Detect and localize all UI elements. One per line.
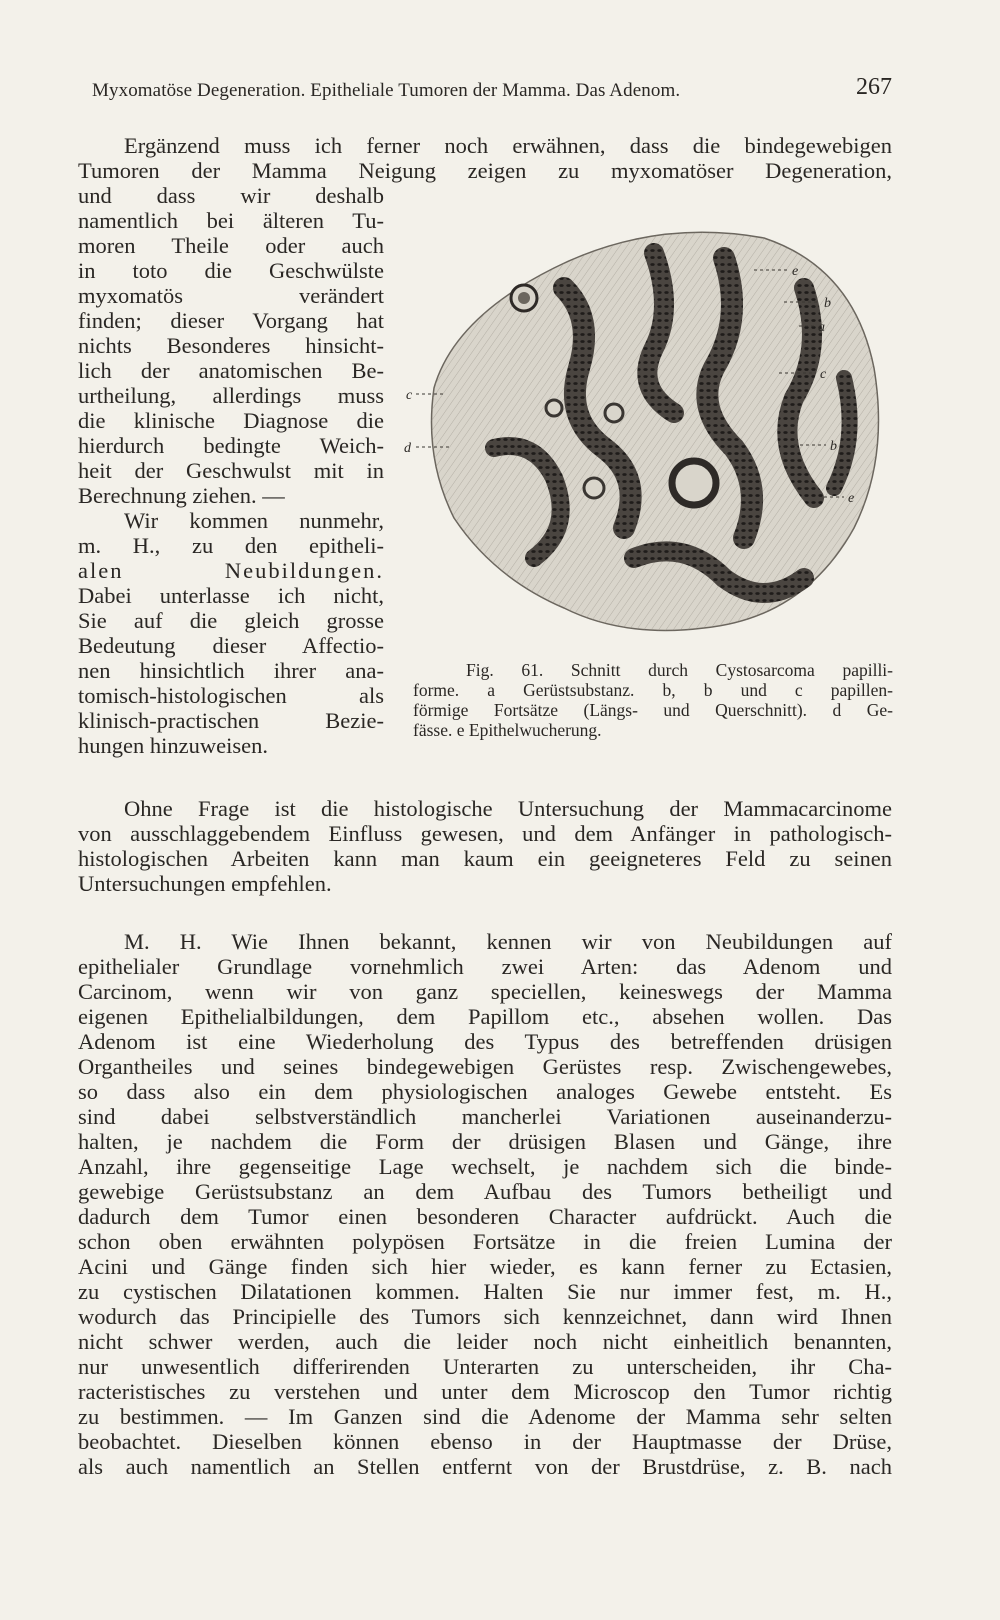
figure-caption-line: forme. a Gerüstsubstanz. b, b und c papillen- (413, 680, 893, 700)
text-line: histologischen Arbeiten kann man kaum ein geeigneteres Feld zu seinen (78, 846, 892, 871)
text-line: Ergänzend muss ich ferner noch erwähnen, dass die bindegewebigen (124, 133, 892, 158)
fig-label-c: c (820, 367, 827, 382)
text-line: lich der anatomischen Be- (78, 358, 384, 383)
text-line: Berechnung ziehen. — (78, 483, 285, 508)
text-line: die klinische Diagnose die (78, 408, 384, 433)
text-line: Sie auf die gleich grosse (78, 608, 384, 633)
figure-caption-line: förmige Fortsätze (Längs- und Querschnitt). d Ge- (413, 700, 893, 720)
text-line: nur unwesentlich differirenden Unterarten zu unterscheiden, ihr Cha- (78, 1354, 892, 1379)
text-line: myxomatös verändert (78, 283, 384, 308)
text-line: schon oben erwähnten polypösen Fortsätze in die freien Lumina der (78, 1229, 892, 1254)
text-line: Acini und Gänge finden sich hier wieder, es kann ferner zu Ectasien, (78, 1254, 892, 1279)
text-line: Ohne Frage ist die histologische Untersuchung der Mammacarcinome (124, 796, 892, 821)
text-line: dadurch dem Tumor einen besonderen Character aufdrückt. Auch die (78, 1204, 892, 1229)
text-line: Carcinom, wenn wir von ganz speciellen, keineswegs der Mamma (78, 979, 892, 1004)
fig-label-b: b (824, 296, 831, 311)
text-line: moren Theile oder auch (78, 233, 384, 258)
text-line: hungen hinzuweisen. (78, 733, 268, 758)
text-line: nichts Besonderes hinsicht- (78, 333, 384, 358)
text-line: epithelialer Grundlage vornehmlich zwei Arten: das Adenom und (78, 954, 892, 979)
text-line: Organtheiles und seines bindegewebigen Gerüstes resp. Zwischengewebes, (78, 1054, 892, 1079)
text-line: finden; dieser Vorgang hat (78, 308, 384, 333)
text-line: zu bestimmen. — Im Ganzen sind die Adenome der Mamma sehr selten (78, 1404, 892, 1429)
text-line: Bedeutung dieser Affectio- (78, 633, 384, 658)
fig-label-e: e (792, 264, 799, 279)
text-line: m. H., zu den epitheli- (78, 533, 384, 558)
text-line: Adenom ist eine Wiederholung des Typus des betreffenden drüsigen (78, 1029, 892, 1054)
running-head (92, 74, 892, 104)
text-line: heit der Geschwulst mit in (78, 458, 384, 483)
text-line: alen Neubildungen. (78, 558, 384, 583)
text-line: racteristisches zu verstehen und unter dem Microscop den Tumor richtig (78, 1379, 892, 1404)
text-line: so dass also ein dem physiologischen analoges Gewebe entsteht. Es (78, 1079, 892, 1104)
text-line: Dabei unterlasse ich nicht, (78, 583, 384, 608)
text-line: in toto die Geschwülste (78, 258, 384, 283)
text-line: urtheilung, allerdings muss (78, 383, 384, 408)
text-line: nicht schwer werden, auch die leider noch nicht einheitlich benannten, (78, 1329, 892, 1354)
text-line: als auch namentlich an Stellen entfernt von der Brustdrüse, z. B. nach (78, 1454, 892, 1479)
text-line: eigenen Epithelialbildungen, dem Papillom etc., absehen wollen. Das (78, 1004, 892, 1029)
fig-label-d: d (404, 441, 411, 456)
fig-label-e: e (848, 491, 855, 506)
text-line: sind dabei selbstverständlich mancherlei Variationen auseinanderzu- (78, 1104, 892, 1129)
text-line: gewebige Gerüstsubstanz an dem Aufbau des Tumors betheiligt und (78, 1179, 892, 1204)
page-number: 267 (856, 74, 892, 100)
text-line: beobachtet. Dieselben können ebenso in der Hauptmasse der Drüse, (78, 1429, 892, 1454)
text-line: Tumoren der Mamma Neigung zeigen zu myxomatöser Degeneration, (78, 158, 892, 183)
text-line: wodurch das Principielle des Tumors sich kennzeichnet, dann wird Ihnen (78, 1304, 892, 1329)
fig-label-b: b (830, 439, 837, 454)
figure-caption-line: fässe. e Epithelwucherung. (413, 720, 602, 740)
text-line: halten, je nachdem die Form der drüsigen Blasen und Gänge, ihre (78, 1129, 892, 1154)
figure-caption-line: Fig. 61. Schnitt durch Cystosarcoma papilli- (466, 660, 893, 680)
text-line: Wir kommen nunmehr, (124, 508, 384, 533)
running-title: Myxomatöse Degeneration. Epitheliale Tumoren der Mamma. Das Adenom. (92, 80, 681, 101)
text-line: M. H. Wie Ihnen bekannt, kennen wir von Neubildungen auf (124, 929, 892, 954)
text-line: namentlich bei älteren Tu- (78, 208, 384, 233)
text-line: tomisch-histologischen als (78, 683, 384, 708)
text-line: hierdurch bedingte Weich- (78, 433, 384, 458)
text-line: nen hinsichtlich ihrer ana- (78, 658, 384, 683)
text-line: von ausschlaggebendem Einfluss gewesen, und dem Anfänger in pathologisch- (78, 821, 892, 846)
fig-label-a: a (818, 320, 825, 335)
text-line: Untersuchungen empfehlen. (78, 871, 332, 896)
text-line: zu cystischen Dilatationen kommen. Halten Sie nur immer fest, m. H., (78, 1279, 892, 1304)
histology-figure (404, 198, 892, 676)
text-line: Anzahl, ihre gegenseitige Lage wechselt, je nachdem sich die binde- (78, 1154, 892, 1179)
text-line: und dass wir deshalb (78, 183, 384, 208)
fig-label-c: c (406, 388, 413, 403)
text-line: klinisch-practischen Bezie- (78, 708, 384, 733)
